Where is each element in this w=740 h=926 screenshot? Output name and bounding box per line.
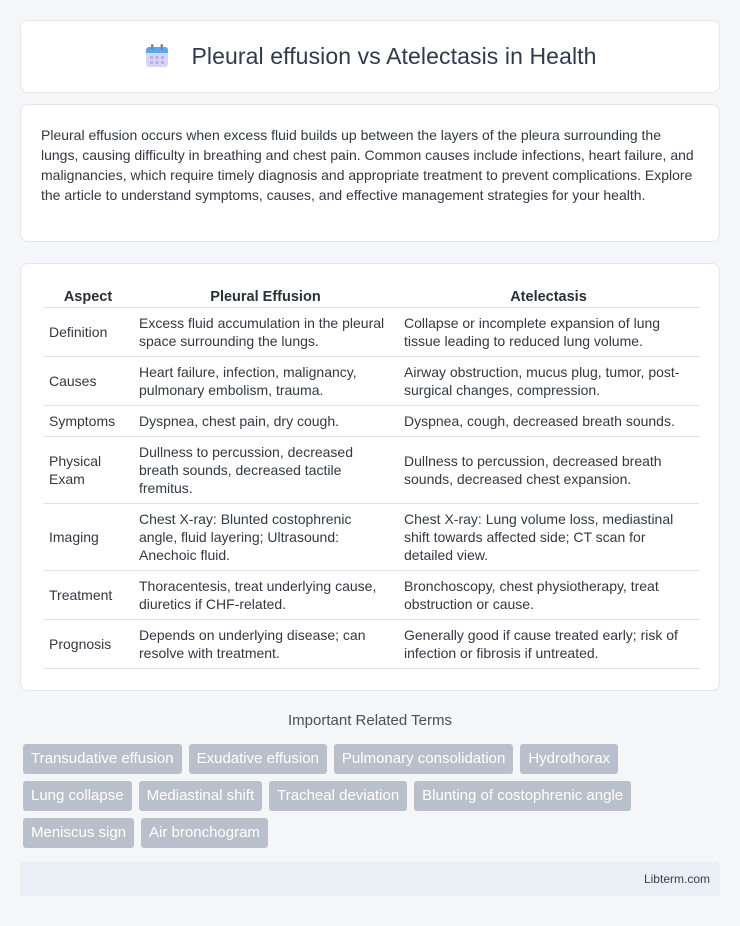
table-row (43, 504, 699, 571)
comparison-card (20, 263, 720, 691)
header-card (20, 20, 720, 93)
related-terms-title: Important Related Terms (288, 712, 452, 729)
aspect-cell: Prognosis (43, 620, 133, 669)
term-tag[interactable]: Blunting of costophrenic angle (414, 781, 631, 811)
aspect-cell: Imaging (43, 504, 133, 571)
aspect-cell: Definition (43, 308, 133, 357)
intro-text: Pleural effusion occurs when excess fluid builds up between the layers of the pleura surrounding the lungs, causing difficulty in breathing and chest pain. Common causes include infections, heart failure, and malignancies, which require timely diagnosis and appropriate treatment to prevent complications. Explore the article to understand symptoms, causes, and effective management strategies for your health. (41, 127, 694, 203)
footer-site-link[interactable]: Libterm.com (643, 872, 710, 886)
aspect-cell: Physical Exam (43, 437, 133, 504)
atelectasis-cell: Collapse or incomplete expansion of lung tissue leading to reduced lung volume. (398, 308, 699, 357)
table-row (43, 620, 699, 669)
term-tag[interactable]: Exudative effusion (189, 744, 327, 774)
table-row (43, 308, 699, 357)
term-tag[interactable]: Tracheal deviation (269, 781, 407, 811)
table-row (43, 406, 699, 437)
pleural-effusion-cell: Excess fluid accumulation in the pleural space surrounding the lungs. (133, 308, 398, 357)
table-row (43, 357, 699, 406)
term-tag[interactable]: Hydrothorax (520, 744, 618, 774)
page-title: Pleural effusion vs Atelectasis in Health (191, 43, 597, 69)
term-tag[interactable]: Lung collapse (23, 781, 132, 811)
atelectasis-cell: Dullness to percussion, decreased breath sounds, decreased chest expansion. (398, 437, 699, 504)
intro-card (20, 104, 720, 242)
atelectasis-cell: Chest X-ray: Lung volume loss, mediastinal shift towards affected side; CT scan for detailed view. (398, 504, 699, 571)
atelectasis-cell: Airway obstruction, mucus plug, tumor, post-surgical changes, compression. (398, 357, 699, 406)
footer (20, 862, 720, 896)
table-header-row (43, 284, 699, 308)
pleural-effusion-cell: Thoracentesis, treat underlying cause, diuretics if CHF-related. (133, 571, 398, 620)
pleural-effusion-cell: Chest X-ray: Blunted costophrenic angle, fluid layering; Ultrasound: Anechoic fluid. (133, 504, 398, 571)
atelectasis-cell: Dyspnea, cough, decreased breath sounds. (398, 406, 699, 437)
header-atelectasis: Atelectasis (398, 284, 699, 308)
term-tag[interactable]: Transudative effusion (23, 744, 182, 774)
atelectasis-cell: Generally good if cause treated early; risk of infection or fibrosis if untreated. (398, 620, 699, 669)
pleural-effusion-cell: Heart failure, infection, malignancy, pulmonary embolism, trauma. (133, 357, 398, 406)
pleural-effusion-cell: Dullness to percussion, decreased breath sounds, decreased tactile fremitus. (133, 437, 398, 504)
term-tag[interactable]: Mediastinal shift (139, 781, 263, 811)
aspect-cell: Symptoms (43, 406, 133, 437)
table-row (43, 571, 699, 620)
atelectasis-cell: Bronchoscopy, chest physiotherapy, treat obstruction or cause. (398, 571, 699, 620)
aspect-cell: Causes (43, 357, 133, 406)
header-aspect: Aspect (43, 284, 133, 308)
aspect-cell: Treatment (43, 571, 133, 620)
table-row (43, 437, 699, 504)
term-tag[interactable]: Air bronchogram (141, 818, 268, 848)
term-tag[interactable]: Pulmonary consolidation (334, 744, 513, 774)
term-tag[interactable]: Meniscus sign (23, 818, 134, 848)
related-terms-list (23, 744, 723, 848)
pleural-effusion-cell: Depends on underlying disease; can resolve with treatment. (133, 620, 398, 669)
calendar-icon (143, 42, 171, 70)
pleural-effusion-cell: Dyspnea, chest pain, dry cough. (133, 406, 398, 437)
comparison-table (43, 284, 699, 669)
header-pleural-effusion: Pleural Effusion (133, 284, 398, 308)
